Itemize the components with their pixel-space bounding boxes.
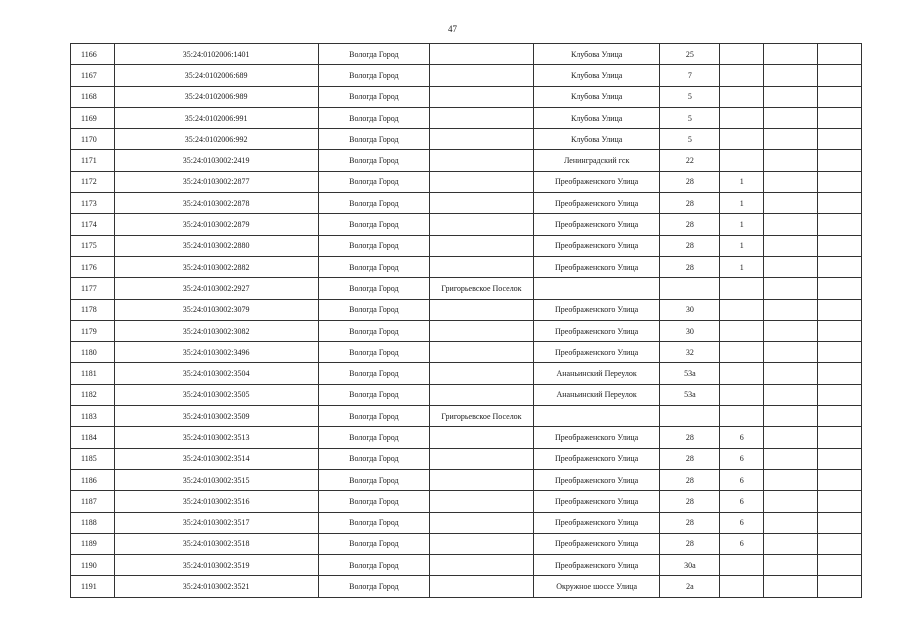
empty-cell [818,342,862,363]
table-row [71,363,862,384]
empty-cell [764,214,818,235]
settlement-cell [430,150,534,171]
house-number: 28 [660,448,720,469]
house-number: 28 [660,533,720,554]
settlement-cell [430,469,534,490]
street-cell: Преображенского Улица [533,469,660,490]
street-cell: Преображенского Улица [533,193,660,214]
street-cell: Клубова Улица [533,86,660,107]
street-cell: Преображенского Улица [533,299,660,320]
street-cell: Ленинградский гск [533,150,660,171]
empty-cell [764,406,818,427]
street-cell: Преображенского Улица [533,448,660,469]
empty-cell [764,65,818,86]
cadastral-number: 35:24:0103002:3513 [114,427,318,448]
house-number: 28 [660,469,720,490]
cadastral-number: 35:24:0103002:2880 [114,235,318,256]
house-number: 25 [660,44,720,65]
empty-cell [818,235,862,256]
empty-cell [764,342,818,363]
city-cell: Вологда Город [318,150,430,171]
cadastral-number: 35:24:0103002:3082 [114,320,318,341]
settlement-cell [430,299,534,320]
cadastral-number: 35:24:0103002:3504 [114,363,318,384]
empty-cell [764,533,818,554]
house-number: 5 [660,129,720,150]
house-number: 30а [660,555,720,576]
empty-cell [764,129,818,150]
house-number: 53а [660,384,720,405]
city-cell: Вологда Город [318,86,430,107]
building-number [720,576,764,597]
city-cell: Вологда Город [318,512,430,533]
building-number [720,86,764,107]
row-number: 1187 [71,491,115,512]
row-number: 1170 [71,129,115,150]
empty-cell [764,491,818,512]
settlement-cell [430,342,534,363]
city-cell: Вологда Город [318,320,430,341]
street-cell: Окружное шоссе Улица [533,576,660,597]
settlement-cell: Григорьевское Поселок [430,406,534,427]
building-number [720,65,764,86]
house-number: 53а [660,363,720,384]
table-row [71,44,862,65]
building-number: 6 [720,427,764,448]
empty-cell [764,363,818,384]
house-number: 30 [660,320,720,341]
building-number: 1 [720,235,764,256]
house-number: 2а [660,576,720,597]
building-number [720,299,764,320]
empty-cell [764,193,818,214]
building-number: 6 [720,469,764,490]
street-cell: Преображенского Улица [533,171,660,192]
building-number [720,107,764,128]
table-row [71,576,862,597]
row-number: 1184 [71,427,115,448]
city-cell: Вологда Город [318,448,430,469]
settlement-cell [430,363,534,384]
settlement-cell [430,256,534,277]
empty-cell [764,235,818,256]
empty-cell [764,469,818,490]
settlement-cell [430,576,534,597]
empty-cell [764,150,818,171]
city-cell: Вологда Город [318,299,430,320]
street-cell: Клубова Улица [533,65,660,86]
building-number [720,342,764,363]
cadastral-number: 35:24:0103002:3515 [114,469,318,490]
table-row [71,491,862,512]
settlement-cell [430,384,534,405]
city-cell: Вологда Город [318,406,430,427]
cadastral-number: 35:24:0103002:3519 [114,555,318,576]
row-number: 1169 [71,107,115,128]
settlement-cell: Григорьевское Поселок [430,278,534,299]
city-cell: Вологда Город [318,427,430,448]
empty-cell [818,491,862,512]
table-row [71,427,862,448]
city-cell: Вологда Город [318,555,430,576]
building-number [720,384,764,405]
house-number: 28 [660,214,720,235]
building-number: 6 [720,533,764,554]
city-cell: Вологда Город [318,171,430,192]
row-number: 1175 [71,235,115,256]
empty-cell [818,171,862,192]
street-cell: Ананьинский Переулок [533,384,660,405]
building-number [720,278,764,299]
row-number: 1180 [71,342,115,363]
table-row [71,512,862,533]
settlement-cell [430,533,534,554]
table-row [71,150,862,171]
house-number [660,278,720,299]
empty-cell [818,278,862,299]
city-cell: Вологда Город [318,278,430,299]
building-number [720,129,764,150]
city-cell: Вологда Город [318,65,430,86]
row-number: 1176 [71,256,115,277]
row-number: 1167 [71,65,115,86]
row-number: 1178 [71,299,115,320]
street-cell: Преображенского Улица [533,555,660,576]
table-row [71,86,862,107]
house-number: 7 [660,65,720,86]
table-row [71,65,862,86]
street-cell: Преображенского Улица [533,512,660,533]
building-number [720,406,764,427]
table-row [71,256,862,277]
cadastral-number: 35:24:0103002:2879 [114,214,318,235]
cadastral-number: 35:24:0103002:2419 [114,150,318,171]
building-number [720,555,764,576]
empty-cell [764,86,818,107]
cadastral-number: 35:24:0103002:3496 [114,342,318,363]
street-cell: Преображенского Улица [533,342,660,363]
cadastral-number: 35:24:0103002:3509 [114,406,318,427]
house-number: 22 [660,150,720,171]
street-cell [533,406,660,427]
house-number: 28 [660,193,720,214]
table-row [71,448,862,469]
house-number: 30 [660,299,720,320]
city-cell: Вологда Город [318,491,430,512]
cadastral-number: 35:24:0103002:3516 [114,491,318,512]
empty-cell [764,555,818,576]
table-row [71,533,862,554]
empty-cell [818,469,862,490]
empty-cell [818,107,862,128]
house-number: 28 [660,256,720,277]
empty-cell [764,448,818,469]
empty-cell [764,576,818,597]
cadastral-number: 35:24:0103002:3079 [114,299,318,320]
empty-cell [818,320,862,341]
empty-cell [818,406,862,427]
settlement-cell [430,512,534,533]
house-number: 28 [660,512,720,533]
house-number: 32 [660,342,720,363]
empty-cell [818,576,862,597]
row-number: 1182 [71,384,115,405]
row-number: 1186 [71,469,115,490]
empty-cell [764,44,818,65]
empty-cell [764,384,818,405]
building-number: 1 [720,256,764,277]
city-cell: Вологда Город [318,193,430,214]
street-cell: Клубова Улица [533,129,660,150]
empty-cell [818,427,862,448]
house-number: 28 [660,171,720,192]
empty-cell [818,193,862,214]
row-number: 1190 [71,555,115,576]
city-cell: Вологда Город [318,107,430,128]
settlement-cell [430,107,534,128]
building-number: 6 [720,448,764,469]
settlement-cell [430,86,534,107]
table-row [71,235,862,256]
city-cell: Вологда Город [318,469,430,490]
row-number: 1173 [71,193,115,214]
cadastral-number: 35:24:0102006:689 [114,65,318,86]
city-cell: Вологда Город [318,44,430,65]
building-number [720,363,764,384]
street-cell: Ананьинский Переулок [533,363,660,384]
cadastral-number: 35:24:0102006:991 [114,107,318,128]
building-number [720,320,764,341]
street-cell: Преображенского Улица [533,256,660,277]
row-number: 1172 [71,171,115,192]
row-number: 1189 [71,533,115,554]
city-cell: Вологда Город [318,214,430,235]
street-cell [533,278,660,299]
street-cell: Преображенского Улица [533,235,660,256]
city-cell: Вологда Город [318,256,430,277]
street-cell: Клубова Улица [533,44,660,65]
building-number [720,44,764,65]
row-number: 1171 [71,150,115,171]
empty-cell [818,533,862,554]
empty-cell [764,256,818,277]
cadastral-number: 35:24:0103002:2878 [114,193,318,214]
empty-cell [818,555,862,576]
settlement-cell [430,44,534,65]
row-number: 1166 [71,44,115,65]
empty-cell [764,107,818,128]
cadastral-number: 35:24:0103002:2877 [114,171,318,192]
settlement-cell [430,193,534,214]
table-row [71,107,862,128]
cadastral-number: 35:24:0103002:2927 [114,278,318,299]
city-cell: Вологда Город [318,342,430,363]
empty-cell [764,278,818,299]
house-number: 28 [660,491,720,512]
building-number: 1 [720,171,764,192]
empty-cell [764,512,818,533]
row-number: 1177 [71,278,115,299]
house-number: 5 [660,107,720,128]
settlement-cell [430,235,534,256]
empty-cell [818,44,862,65]
city-cell: Вологда Город [318,384,430,405]
settlement-cell [430,555,534,576]
city-cell: Вологда Город [318,363,430,384]
cadastral-number: 35:24:0103002:3518 [114,533,318,554]
registry-table [70,43,862,598]
row-number: 1174 [71,214,115,235]
empty-cell [818,256,862,277]
building-number: 6 [720,491,764,512]
table-row [71,129,862,150]
empty-cell [764,320,818,341]
empty-cell [818,65,862,86]
table-row [71,171,862,192]
table-row [71,342,862,363]
table-row [71,469,862,490]
cadastral-number: 35:24:0103002:3517 [114,512,318,533]
table-row [71,278,862,299]
city-cell: Вологда Город [318,576,430,597]
house-number: 28 [660,427,720,448]
empty-cell [818,384,862,405]
settlement-cell [430,491,534,512]
house-number: 5 [660,86,720,107]
street-cell: Преображенского Улица [533,427,660,448]
row-number: 1168 [71,86,115,107]
table-row [71,406,862,427]
cadastral-number: 35:24:0103002:3521 [114,576,318,597]
settlement-cell [430,65,534,86]
settlement-cell [430,214,534,235]
street-cell: Преображенского Улица [533,214,660,235]
settlement-cell [430,129,534,150]
building-number: 1 [720,214,764,235]
building-number: 6 [720,512,764,533]
empty-cell [818,363,862,384]
house-number: 28 [660,235,720,256]
empty-cell [818,448,862,469]
city-cell: Вологда Город [318,533,430,554]
table-row [71,193,862,214]
building-number [720,150,764,171]
cadastral-number: 35:24:0102006:1401 [114,44,318,65]
building-number: 1 [720,193,764,214]
table-row [71,299,862,320]
table-row [71,384,862,405]
settlement-cell [430,320,534,341]
empty-cell [764,171,818,192]
empty-cell [818,214,862,235]
street-cell: Клубова Улица [533,107,660,128]
street-cell: Преображенского Улица [533,491,660,512]
row-number: 1179 [71,320,115,341]
cadastral-number: 35:24:0102006:989 [114,86,318,107]
table-row [71,214,862,235]
table-row [71,555,862,576]
settlement-cell [430,171,534,192]
table-row [71,320,862,341]
cadastral-number: 35:24:0103002:3505 [114,384,318,405]
empty-cell [818,512,862,533]
empty-cell [818,86,862,107]
city-cell: Вологда Город [318,235,430,256]
empty-cell [818,150,862,171]
street-cell: Преображенского Улица [533,533,660,554]
street-cell: Преображенского Улица [533,320,660,341]
row-number: 1183 [71,406,115,427]
settlement-cell [430,448,534,469]
row-number: 1191 [71,576,115,597]
row-number: 1188 [71,512,115,533]
row-number: 1185 [71,448,115,469]
cadastral-number: 35:24:0102006:992 [114,129,318,150]
empty-cell [818,299,862,320]
cadastral-number: 35:24:0103002:3514 [114,448,318,469]
city-cell: Вологда Город [318,129,430,150]
row-number: 1181 [71,363,115,384]
settlement-cell [430,427,534,448]
empty-cell [764,427,818,448]
empty-cell [764,299,818,320]
empty-cell [818,129,862,150]
page-number: 47 [448,24,457,34]
cadastral-number: 35:24:0103002:2882 [114,256,318,277]
house-number [660,406,720,427]
